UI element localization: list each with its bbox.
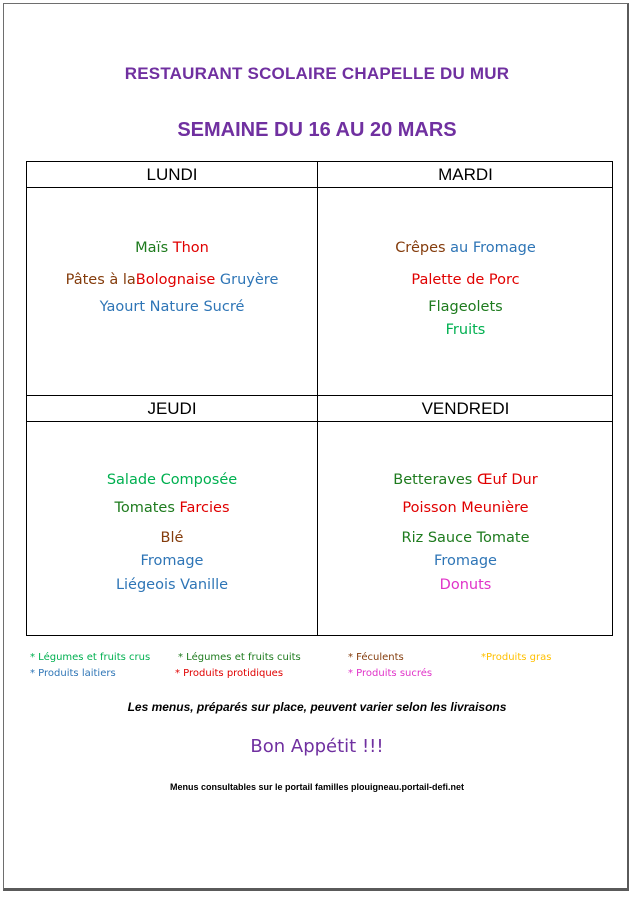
menu-item: Donuts <box>439 577 492 593</box>
menu-item: au Fromage <box>450 240 536 256</box>
menu-vendredi <box>318 422 613 636</box>
menu-line <box>318 530 613 546</box>
menu-line <box>318 322 613 338</box>
menu-item: Fromage <box>140 553 204 569</box>
menu-item: Maïs <box>135 240 173 256</box>
menu-line <box>27 577 317 593</box>
week-title: SEMAINE DU 16 AU 20 MARS <box>177 119 457 141</box>
menu-jeudi <box>27 422 317 636</box>
legend-item: *Produits gras <box>481 652 552 663</box>
day-lundi: LUNDI <box>146 165 198 184</box>
menu-item: Palette de Porc <box>411 272 520 288</box>
menu-lundi <box>27 188 317 395</box>
menu-item: Fromage <box>434 553 497 569</box>
menu-grid <box>26 161 613 636</box>
day-jeudi: JEUDI <box>147 399 197 418</box>
menu-line <box>27 299 317 315</box>
grid-divider-middle <box>27 395 612 396</box>
bon-appetit: Bon Appétit !!! <box>250 736 384 757</box>
menu-item: Fruits <box>445 322 486 338</box>
menu-item: Thon <box>172 240 209 256</box>
portal-footer: Menus consultables sur le portail familles plouigneau.portail-defi.net <box>169 782 465 792</box>
menu-item: Poisson Meunière <box>402 500 529 516</box>
menu-item: Salade Composée <box>106 472 238 488</box>
menu-item: Œuf Dur <box>476 472 538 488</box>
menu-line <box>318 240 613 256</box>
menu-line <box>27 553 317 569</box>
menu-line <box>27 500 317 516</box>
menu-line <box>27 530 317 546</box>
menu-item: Betteraves <box>393 472 477 488</box>
menu-item: Bolognaise <box>135 272 220 288</box>
menu-line <box>318 299 613 315</box>
menu-item: Gruyère <box>219 272 279 288</box>
day-vendredi: VENDREDI <box>421 399 510 418</box>
menu-line <box>27 240 317 256</box>
legend-item: * Légumes et fruits crus <box>30 652 151 663</box>
menu-line <box>318 472 613 488</box>
menu-item: Pâtes à la <box>65 272 136 288</box>
menu-item: Riz Sauce Tomate <box>401 530 530 546</box>
legend-item: * Féculents <box>348 652 404 663</box>
menu-line <box>318 500 613 516</box>
legend-item: * Légumes et fruits cuits <box>178 652 301 663</box>
menu-item: Tomates <box>114 500 180 516</box>
menu-item: Flageolets <box>428 299 503 315</box>
menu-item: Crêpes <box>395 240 451 256</box>
menu-line <box>318 553 613 569</box>
menu-item: Liégeois Vanille <box>115 577 229 593</box>
restaurant-title: RESTAURANT SCOLAIRE CHAPELLE DU MUR <box>124 64 510 83</box>
menu-item: Blé <box>160 530 184 546</box>
menu-line <box>318 577 613 593</box>
legend-item: * Produits laitiers <box>30 668 116 679</box>
menu-line <box>27 272 317 288</box>
menu-mardi <box>318 188 613 395</box>
legend-item: * Produits sucrés <box>348 668 433 679</box>
legend-item: * Produits protidiques <box>175 668 284 679</box>
day-mardi: MARDI <box>438 165 493 184</box>
menu-note: Les menus, préparés sur place, peuvent varier selon les livraisons <box>127 700 507 714</box>
menu-item: Farcies <box>179 500 230 516</box>
menu-line <box>27 472 317 488</box>
menu-line <box>318 272 613 288</box>
menu-item: Yaourt Nature Sucré <box>99 299 245 315</box>
